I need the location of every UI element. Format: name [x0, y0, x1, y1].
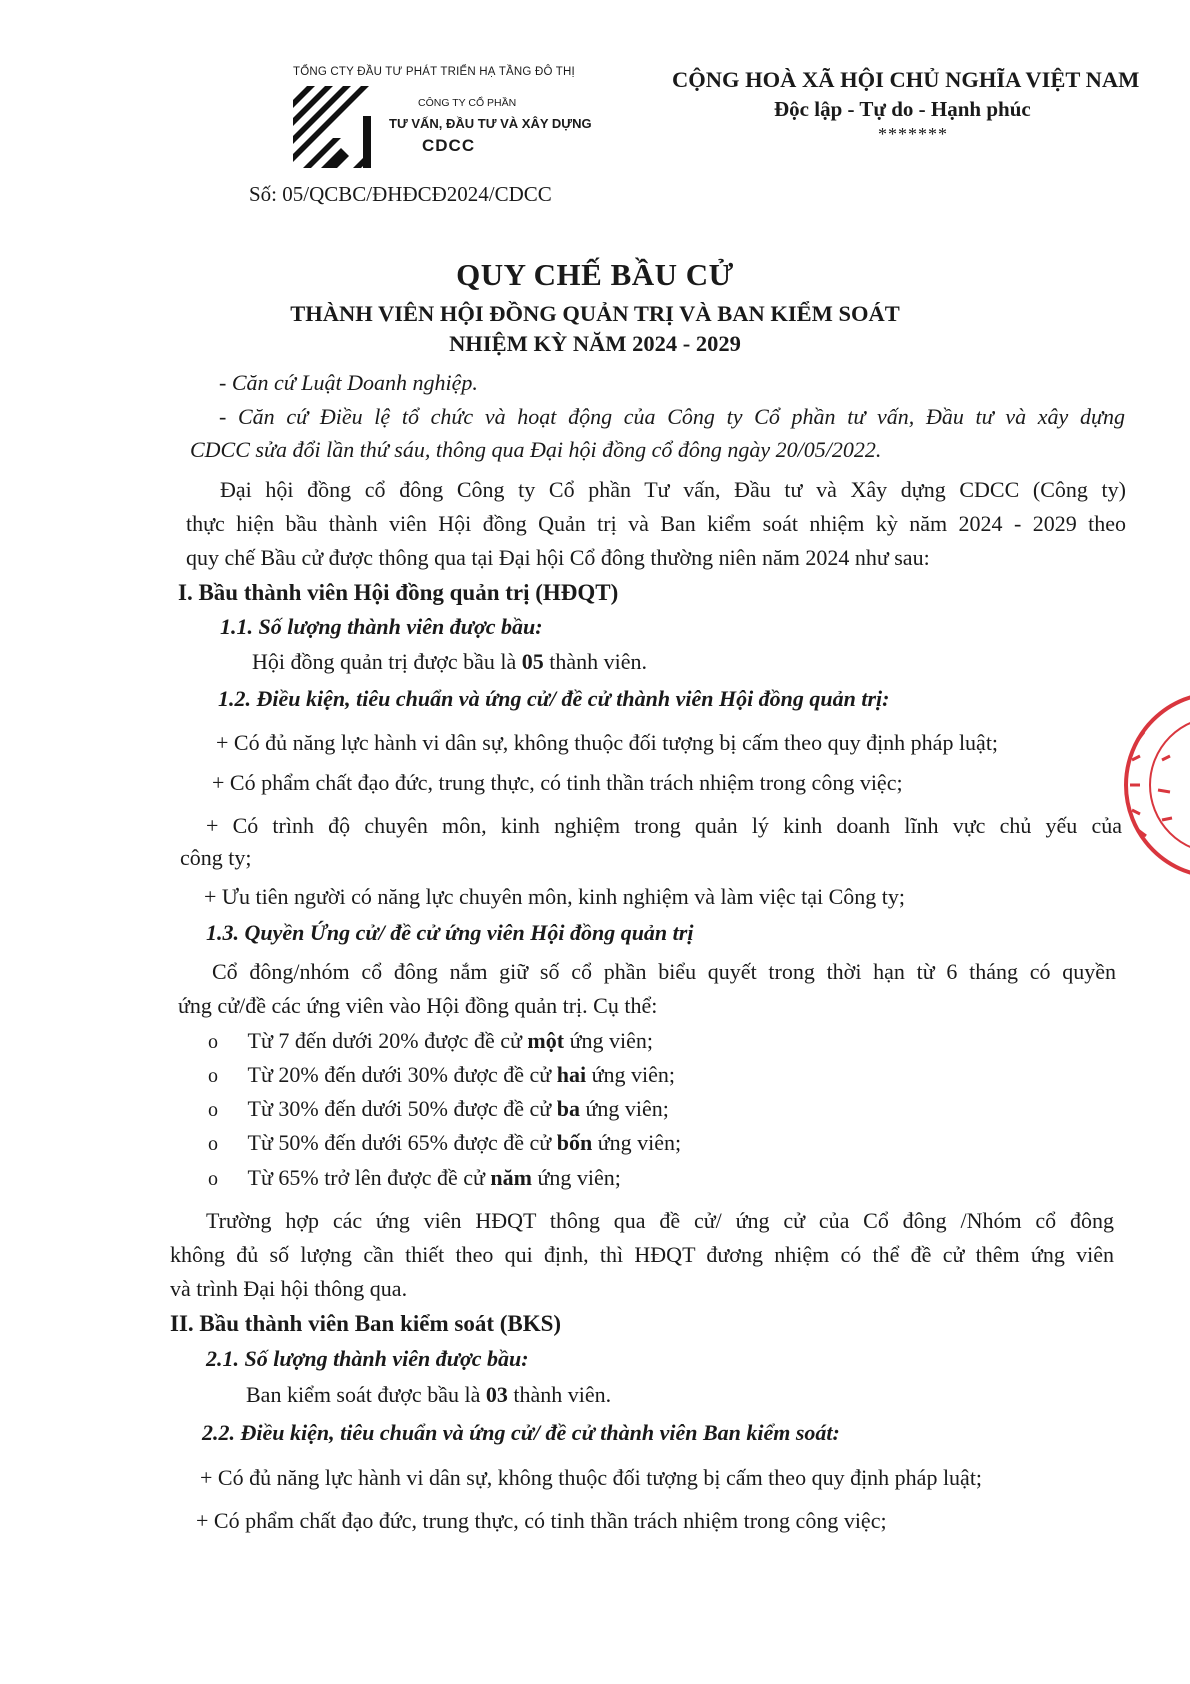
supervisory-size-prefix: Ban kiểm soát được bầu là: [246, 1382, 486, 1407]
note-paragraph: không đủ số lượng cần thiết theo qui định, thì HĐQT đương nhiệm có thể đề cử thêm ứng viên: [170, 1242, 1114, 1267]
intro-paragraph: quy chế Bầu cử được thông qua tại Đại hội Cổ đông thường niên năm 2024 như sau:: [186, 545, 930, 570]
criteria-item: + Có đủ năng lực hành vi dân sự, không thuộc đối tượng bị cấm theo quy định pháp luật;: [200, 1465, 983, 1490]
national-motto: Độc lập - Tự do - Hạnh phúc: [774, 97, 1031, 121]
quota-item: [208, 1165, 621, 1191]
subsection-heading: 2.1. Số lượng thành viên được bầu:: [206, 1346, 529, 1371]
criteria-item: + Có phẩm chất đạo đức, trung thực, có tinh thần trách nhiệm trong công việc;: [196, 1508, 887, 1533]
subsection-heading: 1.1. Số lượng thành viên được bầu:: [220, 614, 543, 639]
board-size-suffix: thành viên.: [543, 649, 648, 674]
subsection-heading: 1.3. Quyền Ứng cử/ đề cử ứng viên Hội đồng quản trị: [206, 920, 694, 945]
quota-item: [208, 1096, 669, 1122]
supervisory-size-count: 03: [485, 1382, 508, 1407]
quota-text: Từ 20% đến dưới 30% được đề cử: [247, 1062, 557, 1087]
note-paragraph: Trường hợp các ứng viên HĐQT thông qua đề cử/ ứng cử của Cổ đông /Nhóm cổ đông: [206, 1208, 1114, 1233]
supervisory-size-suffix: thành viên.: [507, 1382, 612, 1407]
quota-text: Từ 50% đến dưới 65% được đề cử: [247, 1130, 557, 1155]
quota-count: ba: [556, 1096, 580, 1121]
company-type: CÔNG TY CỔ PHẦN: [418, 97, 517, 109]
quota-text: Từ 7 đến dưới 20% được đề cử: [247, 1028, 528, 1053]
parent-organization: TỔNG CTY ĐẦU TƯ PHÁT TRIỂN HẠ TẦNG ĐÔ THỊ: [293, 66, 575, 78]
quota-text: ứng viên;: [586, 1062, 676, 1087]
company-logo: [293, 86, 371, 168]
quota-text: ứng viên;: [531, 1165, 621, 1190]
basis-line: CDCC sửa đổi lần thứ sáu, thông qua Đại hội đồng cổ đông ngày 20/05/2022.: [190, 437, 882, 462]
document-subtitle: THÀNH VIÊN HỘI ĐỒNG QUẢN TRỊ VÀ BAN KIỂM SOÁT: [290, 301, 900, 326]
quota-item: [208, 1028, 653, 1054]
quota-count: hai: [556, 1062, 587, 1087]
board-size-text: [252, 649, 647, 675]
criteria-item: + Có trình độ chuyên môn, kinh nghiệm trong quản lý kinh doanh lĩnh vực chủ yếu của: [206, 813, 1122, 838]
criteria-item: công ty;: [180, 845, 252, 870]
supervisory-size-text: [246, 1382, 611, 1408]
rights-paragraph: Cổ đông/nhóm cổ đông nắm giữ số cổ phần biểu quyết trong thời hạn từ 6 tháng có quyền: [212, 959, 1116, 984]
document-number: Số: 05/QCBC/ĐHĐCĐ2024/CDCC: [249, 182, 552, 206]
quota-item: [208, 1062, 675, 1088]
section-heading: I. Bầu thành viên Hội đồng quản trị (HĐQT): [178, 580, 619, 605]
bullet-icon: o: [208, 1031, 218, 1053]
section-heading: II. Bầu thành viên Ban kiểm soát (BKS): [170, 1311, 562, 1336]
document-term: NHIỆM KỲ NĂM 2024 - 2029: [449, 331, 741, 356]
document-title: QUY CHẾ BẦU CỬ: [456, 257, 734, 292]
rights-paragraph: ứng cử/đề các ứng viên vào Hội đồng quản trị. Cụ thể:: [178, 993, 658, 1018]
subsection-heading: 1.2. Điều kiện, tiêu chuẩn và ứng cử/ đề cử thành viên Hội đồng quản trị:: [218, 686, 890, 711]
quota-text: Từ 65% trở lên được đề cử: [247, 1165, 491, 1190]
quota-count: một: [527, 1028, 565, 1053]
basis-line: - Căn cứ Điều lệ tổ chức và hoạt động của Công ty Cổ phần tư vấn, Đầu tư và xây dựng: [219, 404, 1125, 429]
company-seal-stamp: [1118, 680, 1190, 890]
intro-paragraph: thực hiện bầu thành viên Hội đồng Quản trị và Ban kiểm soát nhiệm kỳ năm 2024 - 2029 theo: [186, 511, 1126, 536]
motto-stars: *******: [878, 124, 948, 144]
board-size-count: 05: [521, 649, 544, 674]
quota-count: bốn: [556, 1130, 593, 1155]
company-name: TƯ VẤN, ĐẦU TƯ VÀ XÂY DỰNG: [389, 116, 592, 131]
quota-text: Từ 30% đến dưới 50% được đề cử: [247, 1096, 557, 1121]
bullet-icon: o: [208, 1168, 218, 1190]
quota-item: [208, 1130, 681, 1156]
board-size-prefix: Hội đồng quản trị được bầu là: [252, 649, 522, 674]
basis-line: - Căn cứ Luật Doanh nghiệp.: [219, 370, 478, 395]
bullet-icon: o: [208, 1065, 218, 1087]
national-title: CỘNG HOÀ XÃ HỘI CHỦ NGHĨA VIỆT NAM: [672, 67, 1140, 92]
quota-text: ứng viên;: [564, 1028, 653, 1053]
subsection-heading: 2.2. Điều kiện, tiêu chuẩn và ứng cử/ đề cử thành viên Ban kiểm soát:: [202, 1420, 840, 1445]
quota-text: ứng viên;: [592, 1130, 682, 1155]
note-paragraph: và trình Đại hội thông qua.: [170, 1276, 408, 1301]
bullet-icon: o: [208, 1099, 218, 1121]
criteria-item: + Có đủ năng lực hành vi dân sự, không thuộc đối tượng bị cấm theo quy định pháp luật;: [216, 730, 999, 755]
company-abbreviation: CDCC: [422, 136, 476, 155]
intro-paragraph: Đại hội đồng cổ đông Công ty Cổ phần Tư vấn, Đầu tư và Xây dựng CDCC (Công ty): [220, 477, 1126, 502]
criteria-item: + Ưu tiên người có năng lực chuyên môn, kinh nghiệm và làm việc tại Công ty;: [204, 884, 905, 909]
bullet-icon: o: [208, 1133, 218, 1155]
quota-count: năm: [490, 1165, 532, 1190]
criteria-item: + Có phẩm chất đạo đức, trung thực, có tinh thần trách nhiệm trong công việc;: [212, 770, 903, 795]
quota-text: ứng viên;: [579, 1096, 669, 1121]
